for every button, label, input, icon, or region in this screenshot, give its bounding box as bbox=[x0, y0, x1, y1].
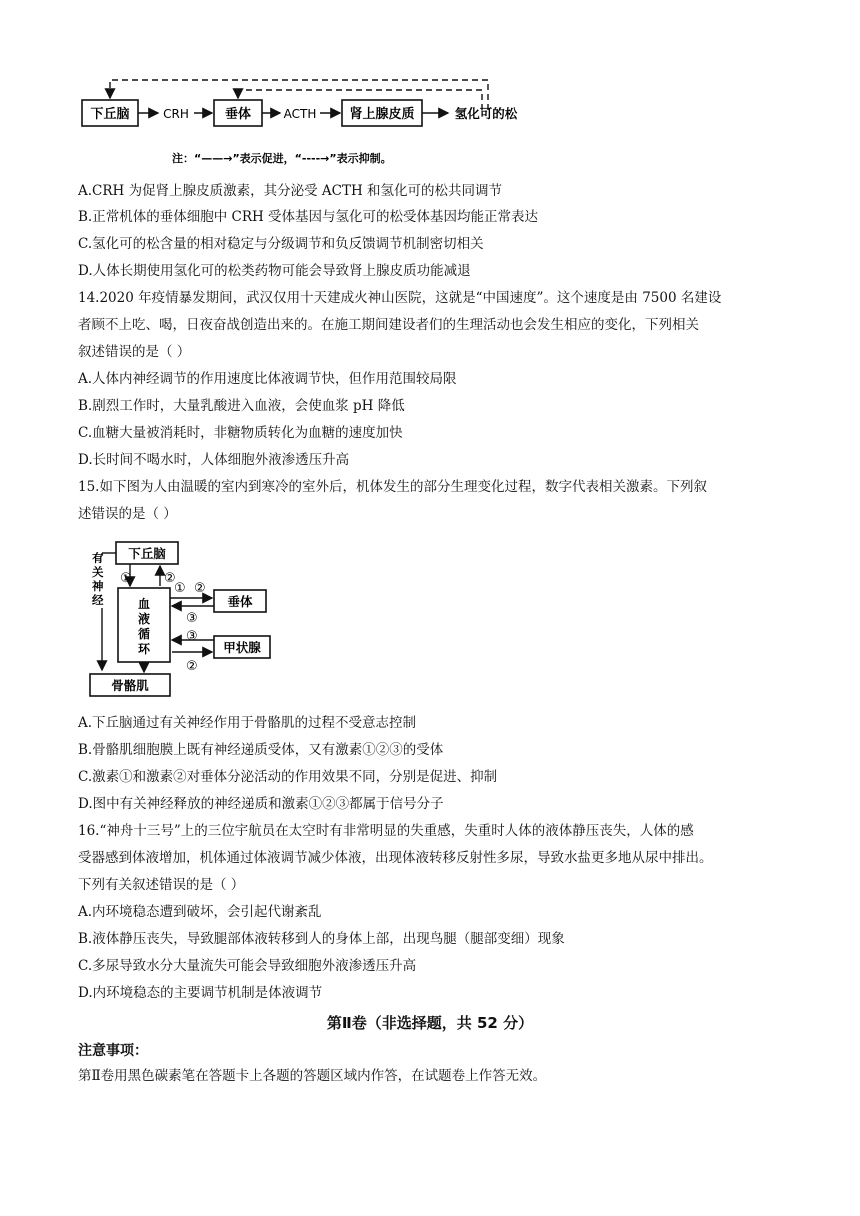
node-pituitary: 垂体 bbox=[227, 594, 253, 609]
node-pituitary: 垂体 bbox=[224, 107, 252, 122]
q16-option-b: B.液体静压丧失，导致腿部体液转移到人的身体上部，出现鸟腿（腿部变细）现象 bbox=[78, 931, 565, 947]
q16-option-c: C.多尿导致水分大量流失可能会导致细胞外液渗透压升高 bbox=[78, 958, 417, 974]
note-heading: 注意事项： bbox=[78, 1043, 148, 1059]
q13-option-d: D.人体长期使用氢化可的松类药物可能会导致肾上腺皮质功能减退 bbox=[78, 263, 471, 279]
node-crh: CRH bbox=[163, 107, 189, 121]
label-nerve-4: 经 bbox=[92, 593, 104, 607]
thermoregulation-diagram bbox=[82, 536, 282, 702]
q16-stem-1: 16.“神舟十三号”上的三位宇航员在太空时有非常明显的失重感，失重时人体的液体静压丧失，人体的感 bbox=[78, 823, 694, 839]
node-blood-1: 血 bbox=[137, 597, 151, 611]
q16-stem-2: 受器感到体液增加，机体通过体液调节减少体液，出现体液转移反射性多尿，导致水盐更多地从尿中排出。 bbox=[78, 850, 713, 866]
node-blood-3: 循 bbox=[137, 627, 151, 641]
node-acth: ACTH bbox=[283, 107, 317, 121]
q14-stem-3: 叙述错误的是（ ） bbox=[78, 344, 191, 360]
q16-option-d: D.内环境稳态的主要调节机制是体液调节 bbox=[78, 985, 323, 1001]
label-nerve-1: 有 bbox=[92, 551, 104, 565]
diagram1-legend: 注：“——→”表示促进，“----→”表示抑制。 bbox=[172, 152, 392, 165]
label-hormone-3-b: ③ bbox=[186, 629, 198, 644]
node-skeletal-muscle: 骨骼肌 bbox=[111, 678, 149, 693]
q15-option-d: D.图中有关神经释放的神经递质和激素①②③都属于信号分子 bbox=[78, 796, 444, 812]
label-nerve-2: 关 bbox=[92, 565, 104, 579]
node-adrenal-cortex: 肾上腺皮质 bbox=[349, 107, 415, 122]
q15-stem-2: 述错误的是（ ） bbox=[78, 506, 177, 522]
q13-option-c: C.氢化可的松含量的相对稳定与分级调节和负反馈调节机制密切相关 bbox=[78, 236, 484, 252]
node-blood-4: 环 bbox=[137, 642, 151, 656]
q14-option-b: B.剧烈工作时，大量乳酸进入血液，会使血浆 pH 降低 bbox=[78, 398, 405, 414]
node-blood-2: 液 bbox=[137, 612, 151, 626]
q13-option-a: A.CRH 为促肾上腺皮质激素，其分泌受 ACTH 和氢化可的松共同调节 bbox=[78, 183, 503, 199]
hpa-axis-diagram bbox=[76, 72, 536, 170]
label-hormone-2-b: ② bbox=[194, 581, 206, 596]
node-hypothalamus: 下丘脑 bbox=[90, 107, 130, 122]
label-nerve-3: 神 bbox=[92, 579, 104, 593]
section-title: 第Ⅱ卷（非选择题，共 52 分） bbox=[326, 1014, 534, 1032]
q15-stem-1: 15.如下图为人由温暖的室内到寒冷的室外后，机体发生的部分生理变化过程，数字代表相关激素。下列叙 bbox=[78, 479, 707, 495]
q14-option-d: D.长时间不喝水时，人体细胞外液渗透压升高 bbox=[78, 452, 350, 468]
q14-stem-1: 14.2020 年疫情暴发期间，武汉仅用十天建成火神山医院，这就是“中国速度”。这个速度是由 7500 名建设 bbox=[78, 290, 722, 306]
q16-stem-3: 下列有关叙述错误的是（ ） bbox=[78, 877, 245, 893]
q15-option-c: C.激素①和激素②对垂体分泌活动的作用效果不同，分别是促进、抑制 bbox=[78, 769, 498, 785]
label-hormone-1-a: ① bbox=[120, 571, 132, 586]
node-thyroid: 甲状腺 bbox=[223, 640, 261, 655]
note-text: 第Ⅱ卷用黑色碳素笔在答题卡上各题的答题区域内作答，在试题卷上作答无效。 bbox=[78, 1068, 547, 1084]
q14-stem-2: 者顾不上吃、喝，日夜奋战创造出来的。在施工期间建设者们的生理活动也会发生相应的变化，下列相关 bbox=[78, 317, 699, 333]
q14-option-c: C.血糖大量被消耗时，非糖物质转化为血糖的速度加快 bbox=[78, 425, 403, 441]
q14-option-a: A.人体内神经调节的作用速度比体液调节快，但作用范围较局限 bbox=[78, 371, 457, 387]
node-hydrocortisone: 氢化可的松 bbox=[454, 106, 518, 121]
q15-option-b: B.骨骼肌细胞膜上既有神经递质受体，又有激素①②③的受体 bbox=[78, 742, 444, 758]
q13-option-b: B.正常机体的垂体细胞中 CRH 受体基因与氢化可的松受体基因均能正常表达 bbox=[78, 209, 539, 225]
q16-option-a: A.内环境稳态遭到破坏，会引起代谢紊乱 bbox=[78, 904, 322, 920]
label-hormone-3-a: ③ bbox=[186, 611, 198, 626]
node-hypothalamus: 下丘脑 bbox=[128, 546, 166, 561]
q15-option-a: A.下丘脑通过有关神经作用于骨骼肌的过程不受意志控制 bbox=[78, 715, 417, 731]
label-hormone-2-a: ② bbox=[164, 571, 176, 586]
label-hormone-2-c: ② bbox=[186, 659, 198, 674]
label-hormone-1-b: ① bbox=[174, 581, 186, 596]
